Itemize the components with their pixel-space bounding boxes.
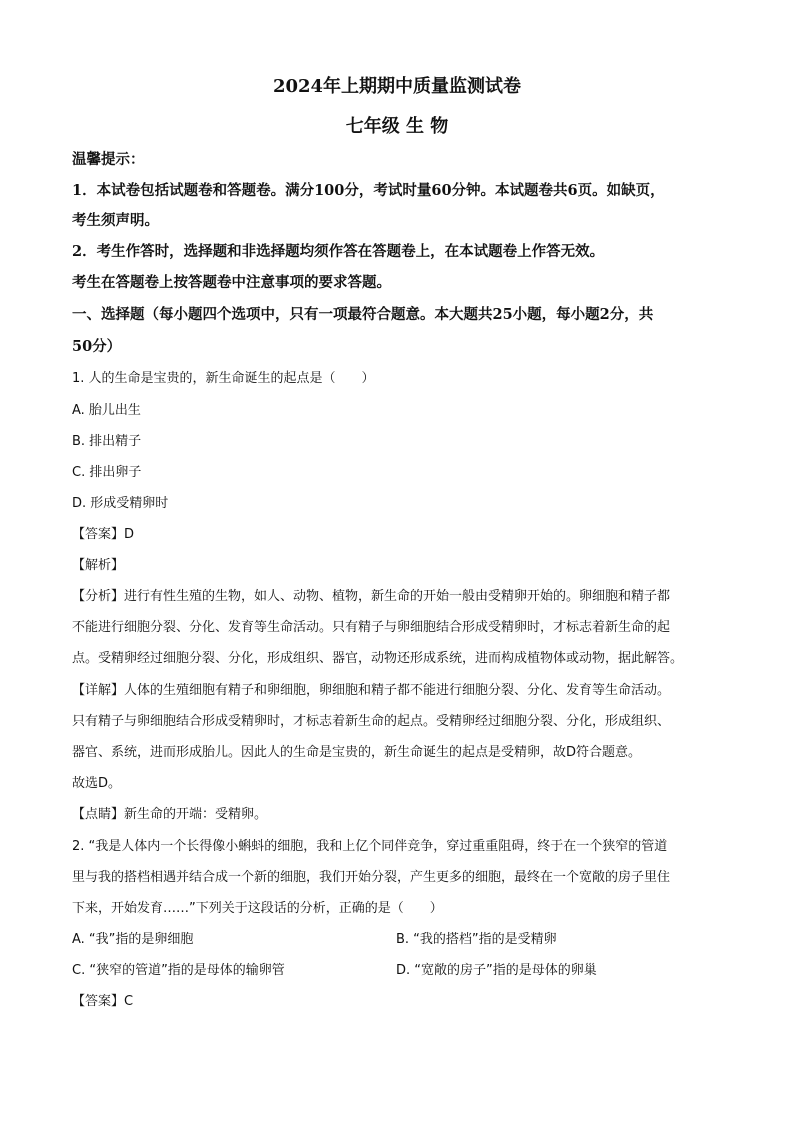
question-1-analysis-label: 【解析】 — [72, 558, 125, 573]
question-2-answer: 【答案】C — [72, 994, 134, 1009]
question-1-option-a: A. 胎儿出生 — [72, 403, 141, 418]
question-2-options-row-2 — [72, 961, 732, 981]
question-1-answer: 【答案】D — [72, 527, 135, 542]
section-heading: 一、选择题（每小题四个选项中，只有一项最符合题意。本大题共25小题，每小题2分，共 — [72, 306, 654, 323]
notice-item-1: 1．本试卷包括试题卷和答题卷。满分100分，考试时量60分钟。本试题卷共6页。如缺页， — [72, 182, 665, 199]
question-2-option-c: C. “狭窄的管道”指的是母体的输卵管 — [72, 963, 285, 978]
notice-item-2: 2．考生作答时，选择题和非选择题均须作答在答题卷上，在本试题卷上作答无效。 — [72, 243, 605, 260]
question-2-options-row-1 — [72, 930, 732, 950]
question-1-option-b: B. 排出精子 — [72, 434, 142, 449]
page-subtitle: 七年级 生 物 — [345, 116, 449, 137]
question-1-detail-1: 【详解】人体的生殖细胞有精子和卵细胞，卵细胞和精子都不能进行细胞分裂、分化、发育等生命活动。 — [72, 683, 671, 698]
question-2-option-a: A. “我”指的是卵细胞 — [72, 932, 194, 947]
question-1-option-c: C. 排出卵子 — [72, 465, 142, 480]
page-title: 2024年上期期中质量监测试卷 — [272, 76, 522, 97]
question-2-stem-2: 里与我的搭档相遇并结合成一个新的细胞，我们开始分裂，产生更多的细胞，最终在一个宽敞的房子里住 — [72, 870, 671, 885]
notice-heading: 温馨提示： — [72, 151, 145, 168]
question-1-detail-3: 器官、系统，进而形成胎儿。因此人的生命是宝贵的，新生命诞生的起点是受精卵，故D符合题意。 — [72, 745, 642, 760]
question-2-stem-3: 下来，开始发育……”下列关于这段话的分析，正确的是（ ） — [72, 901, 443, 916]
question-1-tip: 【点睛】新生命的开端：受精卵。 — [72, 807, 268, 822]
question-2-option-d: D. “宽敞的房子”指的是母体的卵巢 — [396, 963, 597, 978]
question-2-option-b: B. “我的搭档”指的是受精卵 — [396, 932, 557, 947]
question-1-fenxi-3: 点。受精卵经过细胞分裂、分化，形成组织、器官，动物还形成系统，进而构成植物体或动物，据此解答。 — [72, 651, 684, 666]
notice-item-3: 考生在答题卷上按答题卷中注意事项的要求答题。 — [72, 274, 391, 291]
question-1-fenxi-1: 【分析】进行有性生殖的生物，如人、动物、植物，新生命的开始一般由受精卵开始的。卵细胞和精子都 — [72, 589, 671, 604]
question-1-fenxi-2: 不能进行细胞分裂、分化、发育等生命活动。只有精子与卵细胞结合形成受精卵时，才标志着新生命的起 — [72, 620, 671, 635]
notice-item-1-cont: 考生须声明。 — [72, 212, 159, 229]
question-1-option-d: D. 形成受精卵时 — [72, 496, 169, 511]
question-1-conclusion: 故选D。 — [72, 776, 122, 791]
question-1-stem: 1. 人的生命是宝贵的，新生命诞生的起点是（ ） — [72, 371, 375, 386]
question-1-detail-2: 只有精子与卵细胞结合形成受精卵时，才标志着新生命的起点。受精卵经过细胞分裂、分化，形成组织、 — [72, 714, 671, 729]
section-heading-cont: 50分） — [72, 338, 122, 355]
question-2-stem-1: 2. “我是人体内一个长得像小蝌蚪的细胞，我和上亿个同伴竞争，穿过重重阻碍，终于在一个狭窄的管道 — [72, 839, 668, 854]
